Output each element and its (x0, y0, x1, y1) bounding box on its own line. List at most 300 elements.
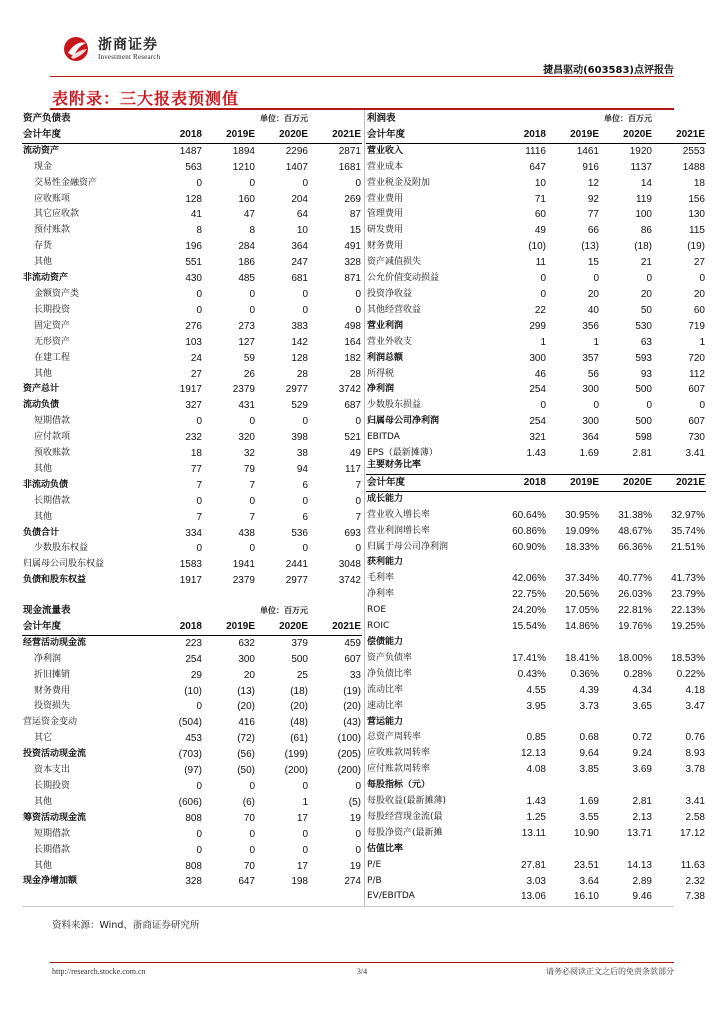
row-value: 10 (296, 225, 308, 237)
row-value: 24.20% (512, 605, 546, 617)
row-value: 2.32 (685, 875, 705, 887)
table-row (366, 143, 706, 159)
row-value: 0 (355, 177, 361, 189)
row-value: 1 (302, 796, 308, 808)
row-value: 1.43 (526, 448, 546, 460)
row-value: 4.18 (685, 684, 705, 696)
row-value: 4.55 (526, 684, 546, 696)
header-year: 2018 (150, 619, 203, 635)
row-value: (20) (237, 701, 255, 713)
row-value: 808 (185, 812, 202, 824)
row-value: 32 (243, 448, 255, 460)
row-value: 254 (529, 384, 546, 396)
row-value: (61) (290, 733, 308, 745)
row-value: 593 (635, 352, 652, 364)
row-label: 归属母公司净利润 (367, 416, 440, 427)
row-value: 0 (249, 844, 255, 856)
table-row (366, 858, 706, 874)
row-value: 40 (587, 304, 599, 316)
row-label: 速动比率 (367, 700, 404, 711)
row-value: 1 (593, 336, 599, 348)
row-value: 300 (238, 653, 255, 665)
row-value: 0 (302, 844, 308, 856)
row-label: 投资净收益 (367, 288, 413, 299)
row-value: 22.81% (618, 605, 652, 617)
row-value: 13.06 (520, 891, 546, 903)
table-row (22, 494, 362, 510)
table-row (22, 176, 362, 192)
row-value: 17.12 (679, 827, 705, 839)
row-value: (10) (528, 241, 546, 253)
header-year: 2021E (309, 619, 362, 635)
financial-ratios (366, 458, 706, 905)
table-row (366, 762, 706, 778)
row-value: 0 (196, 177, 202, 189)
table-row (22, 699, 362, 715)
table-row (22, 223, 362, 239)
row-label: 营业费用 (367, 193, 404, 204)
row-value: 607 (688, 384, 705, 396)
table-row (366, 699, 706, 715)
row-value: 2.81 (632, 796, 652, 808)
row-value: 3742 (338, 384, 361, 396)
row-label: 营业收入增长率 (367, 509, 431, 520)
table-row (22, 143, 362, 159)
row-value: 23.79% (671, 589, 705, 601)
row-value: 6 (302, 511, 308, 523)
row-value: 60.90% (512, 541, 546, 553)
income-statement-table (366, 111, 706, 462)
table-row (22, 414, 362, 430)
row-value: 3.41 (685, 796, 705, 808)
row-value (600, 842, 653, 858)
row-value: (43) (343, 717, 361, 729)
table-row (22, 843, 362, 859)
table-row (22, 398, 362, 414)
row-value: 632 (238, 637, 255, 649)
row-value: 119 (636, 193, 652, 205)
row-label: 资产总计 (23, 384, 60, 395)
header-year: 2018 (150, 127, 203, 143)
row-value: 0 (540, 273, 546, 285)
table-row (366, 778, 706, 794)
table-row (22, 351, 362, 367)
row-value (494, 715, 547, 731)
table-row (366, 842, 706, 858)
row-value: 0 (249, 828, 255, 840)
row-label: 所得税 (367, 368, 395, 379)
row-value: 117 (345, 463, 361, 475)
row-value: 357 (582, 352, 599, 364)
row-value: (200) (337, 765, 361, 777)
row-label: 营业收入 (367, 145, 404, 156)
row-value: 56 (587, 368, 599, 380)
row-label: 每股收益(最新摊薄) (367, 796, 447, 807)
row-label: 筹资活动现金流 (23, 812, 87, 823)
table-row (366, 508, 706, 524)
table-header-row (22, 619, 362, 635)
row-label: 营业利润 (367, 320, 404, 331)
row-value: 687 (344, 400, 361, 412)
balance-sheet-table (22, 111, 362, 589)
row-value: 33 (349, 669, 361, 681)
row-label: 净利润 (367, 384, 395, 395)
table-row (366, 176, 706, 192)
row-value: 4.08 (526, 764, 546, 776)
row-label: 非流动负债 (23, 479, 69, 490)
row-value: 500 (291, 653, 308, 665)
row-label: 净利率 (367, 589, 395, 600)
row-value: 284 (238, 241, 255, 253)
row-value: 4.39 (579, 684, 599, 696)
row-value: 182 (344, 352, 361, 364)
table-row (366, 571, 706, 587)
table-row (22, 635, 362, 651)
row-value: 21.51% (671, 541, 705, 553)
row-label: 管理费用 (367, 209, 404, 220)
row-label: 少数股东损益 (367, 400, 422, 411)
row-value: 1 (699, 336, 705, 348)
row-value: 2871 (338, 145, 361, 157)
row-label: 少数股东权益 (34, 543, 89, 554)
row-value: 17 (296, 860, 308, 872)
row-value: 693 (344, 527, 361, 539)
table-row (22, 557, 362, 573)
row-value: 356 (582, 320, 599, 332)
row-value: 13.71 (626, 827, 652, 839)
row-label: 流动负债 (23, 400, 60, 411)
row-value: 647 (238, 876, 255, 888)
row-value: 2.89 (632, 875, 652, 887)
row-value: 2.13 (632, 811, 652, 823)
row-value: 0 (249, 304, 255, 316)
row-value: 364 (291, 241, 308, 253)
table-row (366, 207, 706, 223)
row-value: 19 (349, 860, 361, 872)
table-row (22, 446, 362, 462)
table-row (366, 619, 706, 635)
row-value: 27 (693, 257, 705, 269)
row-value: 16.10 (573, 891, 599, 903)
row-value: 27 (190, 368, 202, 380)
table-title: 主要财务比率 (366, 458, 494, 474)
row-value: 0 (249, 416, 255, 428)
row-label: 其他 (34, 257, 53, 268)
row-label: 其他经营收益 (367, 304, 422, 315)
row-value: 1941 (232, 559, 255, 571)
row-value: 20.56% (565, 589, 599, 601)
income-statement (366, 111, 706, 462)
row-value: 37.34% (565, 573, 599, 585)
table-row (366, 587, 706, 603)
row-value: 383 (291, 320, 308, 332)
footer-rule (50, 962, 674, 963)
row-label: 每股净资产(最新摊 (367, 827, 443, 838)
row-value: 3.47 (685, 700, 705, 712)
row-value: 0 (249, 288, 255, 300)
table-title-row (366, 458, 706, 474)
row-label: 其他 (34, 368, 53, 379)
row-value: 274 (344, 876, 361, 888)
row-value: 2.58 (685, 811, 705, 823)
table-row (22, 462, 362, 478)
row-value: 0 (249, 780, 255, 792)
company-name: 浙商证券 (98, 36, 158, 53)
row-label: 资产负债率 (367, 652, 413, 663)
row-value: 3.64 (579, 875, 599, 887)
table-title-row (22, 603, 362, 619)
row-label: 应付账款周转率 (367, 764, 431, 775)
row-value: 142 (291, 336, 308, 348)
header-year: 2021E (653, 127, 706, 143)
table-row (366, 730, 706, 746)
header-year: 2021E (653, 474, 706, 491)
table-row (366, 255, 706, 271)
row-label: 应收账款周转率 (367, 748, 431, 759)
row-label: 存货 (34, 241, 53, 252)
row-value: 0 (196, 844, 202, 856)
row-value (547, 715, 600, 731)
row-value: 204 (291, 193, 308, 205)
row-value: 9.46 (632, 891, 652, 903)
row-value: 459 (344, 637, 361, 649)
row-value: 536 (291, 527, 308, 539)
table-header-row (366, 127, 706, 143)
row-value: 17.41% (512, 652, 546, 664)
row-value: 0 (196, 780, 202, 792)
table-row (366, 319, 706, 335)
row-value: 269 (344, 193, 361, 205)
row-value: 112 (689, 368, 705, 380)
row-label: 获利能力 (367, 557, 404, 568)
footer-url[interactable]: http://research.stocke.com.cn (52, 967, 146, 976)
row-value: 3.55 (579, 811, 599, 823)
row-value: 17.05% (565, 605, 599, 617)
row-label: 净负债比率 (367, 668, 413, 679)
row-label: 营运资金变动 (23, 717, 78, 728)
row-label: 研发费用 (367, 225, 404, 236)
row-value: 198 (291, 876, 308, 888)
row-value: 18.00% (618, 652, 652, 664)
row-value: 86 (640, 225, 652, 237)
row-value: 529 (291, 400, 308, 412)
row-value: 0 (302, 416, 308, 428)
row-value: 77 (190, 463, 202, 475)
table-row (22, 859, 362, 875)
row-value: 115 (689, 225, 705, 237)
header-label: 会计年度 (22, 619, 150, 635)
row-label: 每股经营现金流(最 (367, 811, 443, 822)
table-row (22, 731, 362, 747)
row-value: 12.13 (520, 748, 546, 760)
row-value (547, 555, 600, 571)
header-year: 2020E (600, 127, 653, 143)
table-row (366, 491, 706, 507)
row-value: 28 (349, 368, 361, 380)
row-value: (19) (343, 685, 361, 697)
row-value: 8 (249, 225, 255, 237)
row-value: 20 (640, 288, 652, 300)
row-value: 9.24 (632, 748, 652, 760)
row-value: 70 (243, 860, 255, 872)
row-label: 投资活动现金流 (23, 749, 87, 760)
row-value: 186 (238, 257, 255, 269)
row-value: (18) (634, 241, 652, 253)
row-value: 4.34 (632, 684, 652, 696)
row-label: 在建工程 (34, 352, 71, 363)
table-row (366, 826, 706, 842)
header-year: 2019E (203, 619, 256, 635)
row-value (653, 491, 706, 507)
row-label: 负债和股东权益 (23, 575, 87, 586)
row-value: 41 (190, 209, 202, 221)
row-value: 328 (344, 257, 361, 269)
row-label: 营业利润增长率 (367, 525, 431, 536)
table-row (366, 667, 706, 683)
row-value (600, 635, 653, 651)
cash-flow-table (22, 603, 362, 890)
table-row (366, 335, 706, 351)
row-label: 投资损失 (34, 701, 71, 712)
row-value: 1461 (576, 145, 599, 157)
table-title-spacer (547, 458, 600, 474)
row-value: 334 (185, 527, 202, 539)
zheshang-logo-icon (60, 34, 92, 64)
header-year: 2019E (203, 127, 256, 143)
row-value: 25 (296, 669, 308, 681)
row-value: 42.06% (512, 573, 546, 585)
row-value: 18.33% (565, 541, 599, 553)
row-value: 1917 (179, 575, 202, 587)
row-value: 563 (185, 161, 202, 173)
row-label: 营运能力 (367, 716, 404, 727)
row-value: 0 (196, 543, 202, 555)
table-row (366, 239, 706, 255)
row-label: 其他 (34, 463, 53, 474)
cash-flow-statement (22, 603, 362, 890)
row-value: 0.68 (579, 732, 599, 744)
table-row (22, 827, 362, 843)
balance-sheet (22, 111, 362, 589)
row-value: 32.97% (671, 509, 705, 521)
row-value: 0 (355, 288, 361, 300)
row-value: 49 (349, 448, 361, 460)
row-value: 15 (349, 225, 361, 237)
row-value: 11 (535, 257, 546, 269)
row-value (547, 842, 600, 858)
row-label: 无形资产 (34, 336, 71, 347)
row-value (547, 635, 600, 651)
row-value: 7 (196, 511, 202, 523)
row-value: 0 (355, 844, 361, 856)
row-value: 491 (344, 241, 361, 253)
row-value: 100 (635, 209, 652, 221)
row-value: 3.73 (579, 700, 599, 712)
table-row (22, 510, 362, 526)
row-value: (199) (284, 749, 308, 761)
table-row (22, 668, 362, 684)
row-value: (50) (237, 765, 255, 777)
row-value: 19.25% (671, 621, 705, 633)
row-value: 2296 (285, 145, 308, 157)
table-row (22, 541, 362, 557)
row-value: 13.11 (521, 827, 546, 839)
row-value: 94 (296, 463, 308, 475)
row-value: 0 (302, 495, 308, 507)
row-value: 18.53% (671, 652, 705, 664)
row-value: 26 (243, 368, 255, 380)
table-row (22, 763, 362, 779)
header-year: 2020E (600, 474, 653, 491)
report-title: 捷昌驱动(603583)点评报告 (543, 65, 674, 76)
table-row (366, 874, 706, 890)
row-value: 66.36% (618, 541, 652, 553)
row-value: 6 (302, 479, 308, 491)
row-value: 26.03% (618, 589, 652, 601)
row-value: 20 (693, 288, 705, 300)
table-row (22, 160, 362, 176)
table-title: 资产负债表 (23, 113, 71, 124)
row-value: 11.63 (680, 859, 705, 871)
header-year: 2021E (309, 127, 362, 143)
row-value: 0 (593, 273, 599, 285)
row-value: 20 (243, 669, 255, 681)
row-value (547, 491, 600, 507)
row-value: 2977 (285, 384, 308, 396)
row-label: 财务费用 (367, 241, 404, 252)
row-value: 15 (587, 257, 599, 269)
header-label: 会计年度 (22, 127, 150, 143)
row-value: 453 (185, 733, 202, 745)
row-value: 14 (640, 177, 652, 189)
row-value: 93 (640, 368, 652, 380)
table-row (366, 524, 706, 540)
row-value: 164 (344, 336, 361, 348)
row-value: 1.69 (579, 448, 599, 460)
row-value: 30.95% (565, 509, 599, 521)
row-value: 9.64 (579, 748, 599, 760)
row-value: 3.41 (685, 448, 705, 460)
table-row (22, 874, 362, 890)
row-value: 7 (249, 511, 255, 523)
row-value: (48) (290, 717, 308, 729)
row-value: 2553 (682, 145, 705, 157)
row-value: 0 (196, 828, 202, 840)
row-value: 328 (185, 876, 202, 888)
row-value: 71 (534, 193, 546, 205)
row-value: 321 (529, 432, 546, 444)
row-value: 0 (302, 304, 308, 316)
row-value: 0 (249, 495, 255, 507)
row-value: 300 (529, 352, 546, 364)
table-unit: 单位：百万元 (260, 114, 308, 123)
table-row (366, 303, 706, 319)
row-value: 1917 (179, 384, 202, 396)
table-title-row (22, 111, 362, 127)
row-value: 0 (196, 701, 202, 713)
table-row (22, 239, 362, 255)
table-title: 利润表 (367, 113, 396, 124)
row-value: 0.85 (526, 732, 546, 744)
table-unit: 单位：百万元 (604, 114, 652, 123)
table-row (22, 478, 362, 494)
row-value: 18 (190, 448, 202, 460)
row-value (494, 778, 547, 794)
row-value: 0 (699, 400, 705, 412)
table-row (366, 794, 706, 810)
table-row (366, 683, 706, 699)
row-value: 3.95 (526, 700, 546, 712)
